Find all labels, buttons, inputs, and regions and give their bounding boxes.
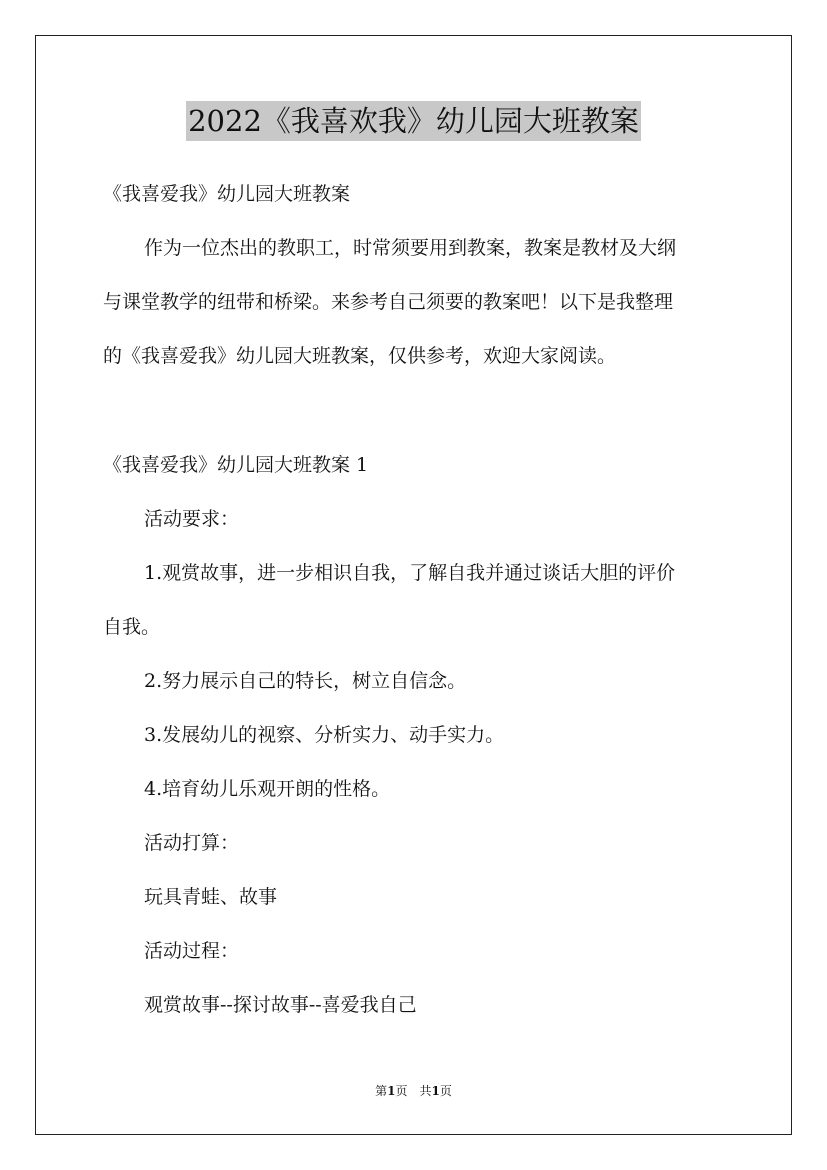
footer-mid: 页 共 <box>395 1084 432 1098</box>
requirement-1-continued: 自我。 <box>103 616 161 638</box>
footer-prefix: 第 <box>375 1084 388 1098</box>
plan-label: 活动打算： <box>144 832 240 854</box>
requirement-3: 3.发展幼儿的视察、分析实力、动手实力。 <box>144 724 505 746</box>
requirement-1: 1.观赏故事，进一步相识自我，了解自我并通过谈话大胆的评价 <box>144 562 676 584</box>
section-heading: 《我喜爱我》幼儿园大班教案 1 <box>103 454 369 476</box>
footer-page-number: 1 <box>387 1084 396 1098</box>
intro-line-3: 的《我喜爱我》幼儿园大班教案，仅供参考，欢迎大家阅读。 <box>103 345 617 367</box>
plan-text: 玩具青蛙、故事 <box>144 886 278 908</box>
process-text: 观赏故事--探讨故事--喜爱我自己 <box>144 994 417 1016</box>
footer-total-pages: 1 <box>431 1084 440 1098</box>
footer-suffix: 页 <box>439 1084 452 1098</box>
document-subtitle: 《我喜爱我》幼儿园大班教案 <box>103 183 351 205</box>
page-footer <box>0 1083 827 1099</box>
requirement-2: 2.努力展示自己的特长，树立自信念。 <box>144 670 467 692</box>
requirement-4: 4.培育幼儿乐观开朗的性格。 <box>144 778 391 800</box>
title-container <box>0 101 827 141</box>
intro-line-1: 作为一位杰出的教职工，时常须要用到教案，教案是教材及大纲 <box>144 237 677 259</box>
intro-line-2: 与课堂教学的纽带和桥梁。来参考自己须要的教案吧！以下是我整理 <box>103 291 674 313</box>
requirements-label: 活动要求： <box>144 508 240 530</box>
process-label: 活动过程： <box>144 940 240 962</box>
document-title: 2022《我喜欢我》幼儿园大班教案 <box>186 101 641 141</box>
